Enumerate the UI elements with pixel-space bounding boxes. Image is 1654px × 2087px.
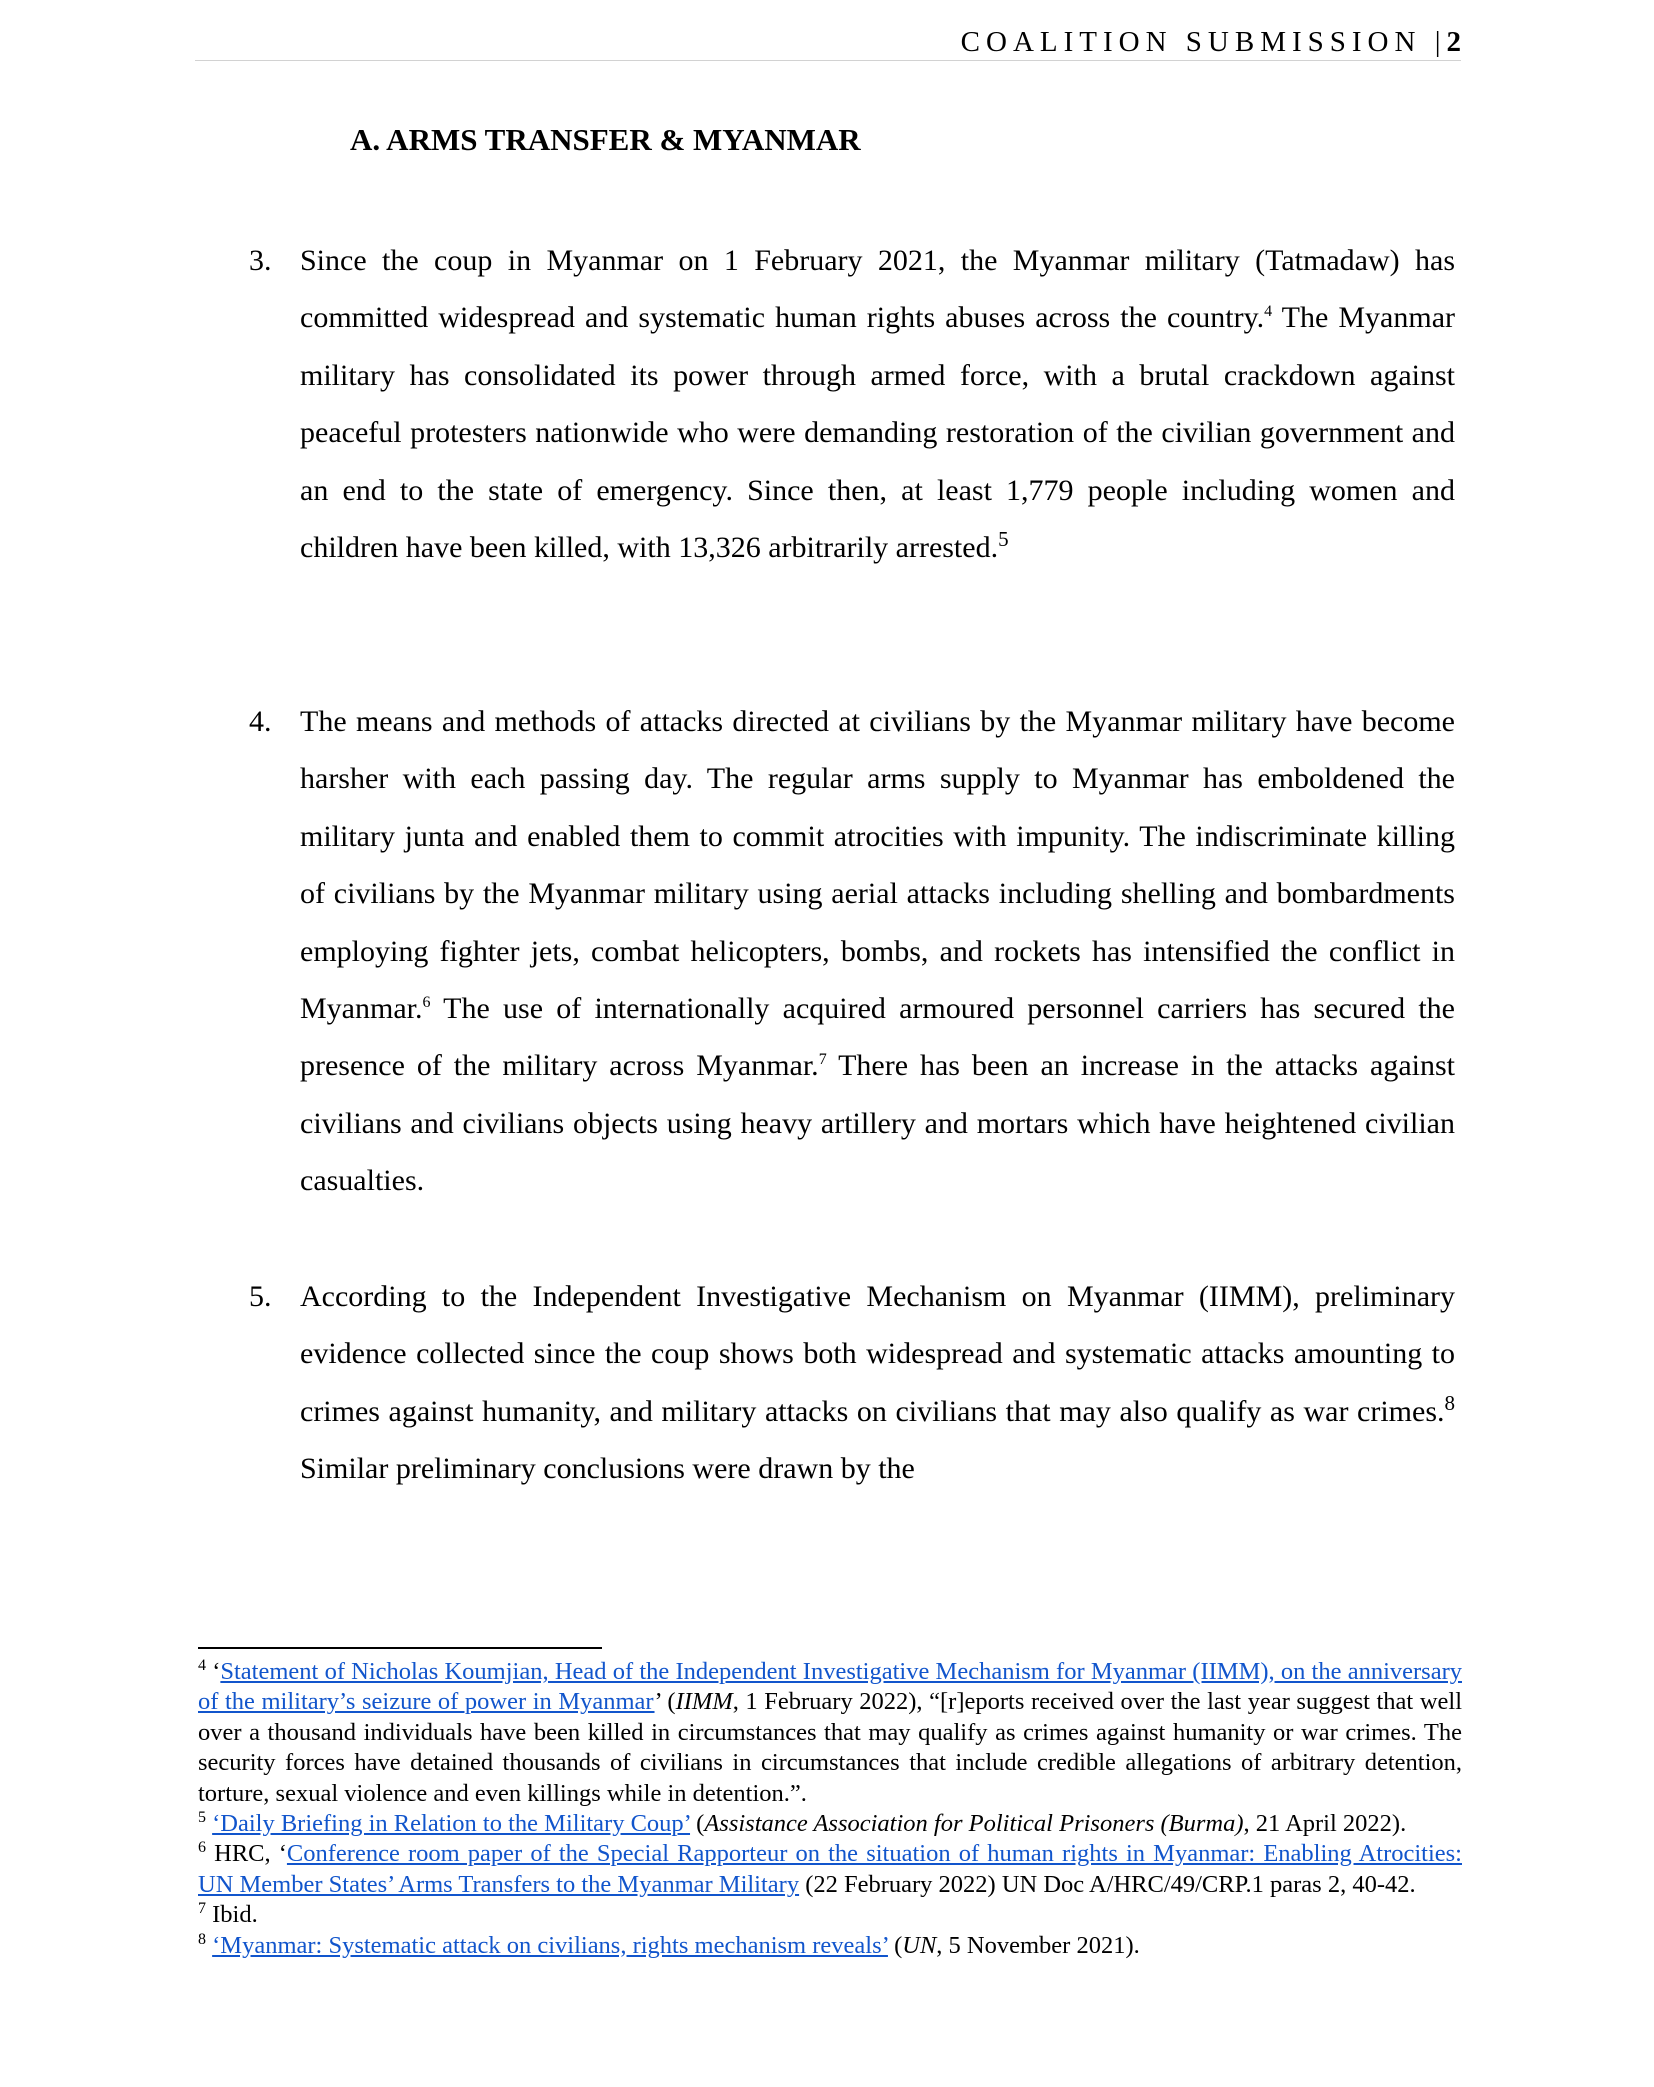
footnote-ref[interactable]: 7 [818, 1051, 827, 1069]
footnote-5 [198, 1809, 1462, 1839]
footnote-6 [198, 1839, 1462, 1900]
paragraph-text: Since the coup in Myanmar on 1 February 2021, the Myanmar military (Tatmadaw) has committed widespread and systematic human rights abuses across the country. [300, 244, 1455, 335]
footnote-number: 4 [198, 1656, 206, 1674]
footnote-number: 5 [198, 1808, 206, 1826]
header-title: COALITION SUBMISSION [960, 26, 1422, 58]
footnote-text: (22 February 2022) UN Doc A/HRC/49/CRP.1 paras 2, 40-42. [799, 1870, 1416, 1898]
footnote-text: HRC, ‘ [206, 1840, 287, 1868]
footnote-number: 8 [198, 1930, 206, 1948]
footnote-8 [198, 1931, 1462, 1961]
footnote-text: ( [690, 1810, 705, 1838]
footnote-link[interactable]: Conference room paper of the Special Rapporteur on the situation of human rights in Myanmar: Enabling Atrocities: UN Member States’ Arms Transfers to the Myanmar Military [198, 1840, 1462, 1898]
page-header [195, 26, 1461, 60]
paragraph-text: The use of internationally acquired armoured personnel carriers has secured the presence of the military across Myanmar. [300, 992, 1455, 1083]
footnote-text: Ibid. [206, 1901, 258, 1929]
footnote-number: 7 [198, 1900, 206, 1918]
paragraph-text: There has been an increase in the attacks against civilians and civilians objects using heavy artillery and mortars which have heightened civilian casualties. [300, 1049, 1455, 1198]
paragraph-number: 4. [249, 705, 272, 738]
footnote-ref[interactable]: 4 [1264, 303, 1273, 321]
footnote-ref[interactable]: 8 [1444, 1390, 1455, 1415]
footnote-link[interactable]: ‘Myanmar: Systematic attack on civilians, rights mechanism reveals’ [212, 1931, 888, 1959]
footnote-text: , 1 February 2022), “[r]eports received over the last year suggest that well over a thousand individuals have been killed in circumstances that may qualify as crimes against humanity or war crimes. The security forces have detained thousands of civilians in circumstances that include credible allegations of arbitrary detention, torture, sexual violence and even killings while in detention.”. [198, 1688, 1462, 1807]
footnote-source: UN [902, 1931, 937, 1959]
footnote-text: ‘ [206, 1658, 221, 1685]
footnote-number: 6 [198, 1839, 206, 1857]
paragraph-text: Similar preliminary conclusions were drawn by the [300, 1452, 915, 1486]
footnote-4 [198, 1657, 1462, 1809]
header-rule [195, 60, 1461, 61]
footnote-text: ( [887, 1931, 903, 1959]
footnote-text: , 21 April 2022). [1243, 1810, 1407, 1838]
footnote-text: ’ ( [654, 1688, 676, 1716]
paragraph-text: The Myanmar military has consolidated its power through armed force, with a brutal crackdown against peaceful protesters nationwide who were demanding restoration of the civilian government and an end to the state of emergency. Since then, at least 1,779 people including women and children have been killed, with 13,326 arbitrarily arrested. [300, 301, 1455, 565]
paragraph-text: The means and methods of attacks directed at civilians by the Myanmar military have become harsher with each passing day. The regular arms supply to Myanmar has emboldened the military junta and enabled them to commit atrocities with impunity. The indiscriminate killing of civilians by the Myanmar military using aerial attacks including shelling and bombardments employing fighter jets, combat helicopters, bombs, and rockets has intensified the conflict in Myanmar. [300, 705, 1455, 1026]
page-number: 2 [1446, 26, 1461, 58]
footnote-ref[interactable]: 5 [998, 527, 1009, 552]
footnote-source: Assistance Association for Political Prisoners (Burma) [704, 1810, 1244, 1838]
footnote-link[interactable]: ‘Daily Briefing in Relation to the Military Coup’ [212, 1810, 691, 1838]
paragraph-number: 5. [249, 1280, 272, 1313]
footnote-link[interactable]: Statement of Nicholas Koumjian, Head of the Independent Investigative Mechanism for Myanmar (IIMM), on the anniversary of the military’s seizure of power in Myanmar [198, 1658, 1462, 1716]
footnote-text: , 5 November 2021). [936, 1931, 1140, 1959]
footnote-7 [198, 1900, 1462, 1930]
paragraph-number: 3. [249, 244, 272, 277]
section-title: A. ARMS TRANSFER & MYANMAR [350, 122, 861, 157]
footnote-source: IIMM [675, 1688, 733, 1716]
footnote-ref[interactable]: 6 [422, 994, 431, 1012]
paragraph-5 [249, 1268, 1455, 1498]
footnote-separator [198, 1647, 602, 1649]
header-separator: | [1434, 26, 1447, 58]
paragraph-3 [249, 232, 1455, 576]
footnotes [198, 1657, 1462, 1961]
paragraph-4 [249, 693, 1455, 1210]
paragraph-text: According to the Independent Investigative Mechanism on Myanmar (IIMM), preliminary evidence collected since the coup shows both widespread and systematic attacks amounting to crimes against humanity, and military attacks on civilians that may also qualify as war crimes. [300, 1280, 1455, 1428]
